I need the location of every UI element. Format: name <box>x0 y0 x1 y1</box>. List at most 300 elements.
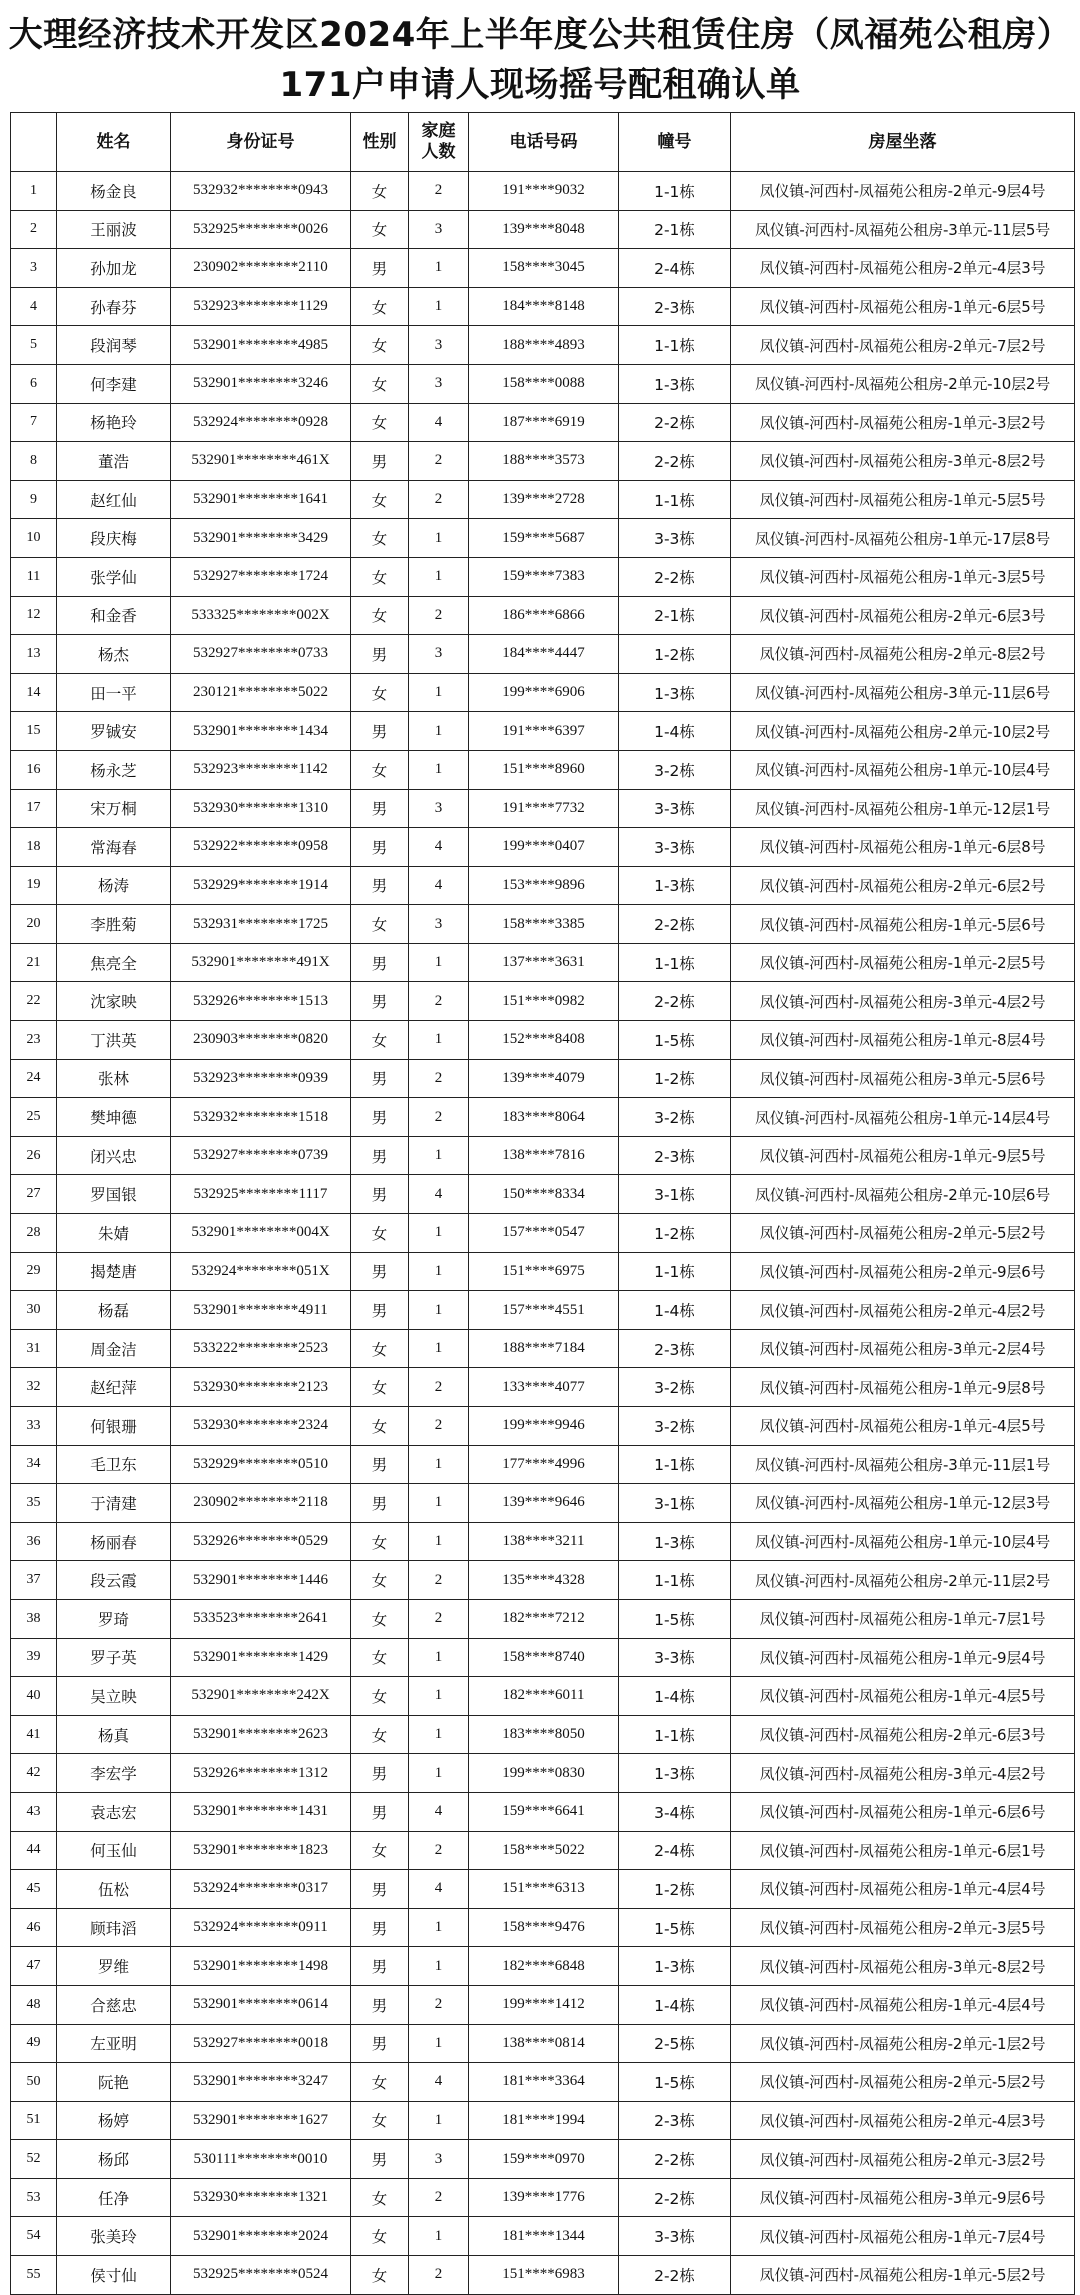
cell-index: 16 <box>11 750 57 789</box>
cell-gender: 女 <box>351 2178 409 2217</box>
cell-name: 吴立映 <box>57 1677 171 1716</box>
table-row <box>11 1291 1075 1330</box>
cell-gender: 男 <box>351 943 409 982</box>
header-phone: 电话号码 <box>469 113 619 172</box>
cell-location: 凤仪镇-河西村-凤福苑公租房-2单元-3层2号 <box>731 2140 1075 2179</box>
cell-household-size: 1 <box>409 249 469 288</box>
cell-gender: 女 <box>351 403 409 442</box>
cell-location: 凤仪镇-河西村-凤福苑公租房-2单元-6层2号 <box>731 866 1075 905</box>
cell-gender: 女 <box>351 1677 409 1716</box>
cell-index: 36 <box>11 1522 57 1561</box>
cell-household-size: 2 <box>409 2256 469 2295</box>
cell-building: 1-3栋 <box>619 364 731 403</box>
cell-phone: 181****1344 <box>469 2217 619 2256</box>
cell-name: 周金洁 <box>57 1329 171 1368</box>
cell-id-number: 532901********1446 <box>171 1561 351 1600</box>
cell-location: 凤仪镇-河西村-凤福苑公租房-1单元-6层1号 <box>731 1831 1075 1870</box>
table-row <box>11 1484 1075 1523</box>
cell-name: 罗子英 <box>57 1638 171 1677</box>
header-gender: 性别 <box>351 113 409 172</box>
cell-index: 55 <box>11 2256 57 2295</box>
cell-id-number: 530111********0010 <box>171 2140 351 2179</box>
table-row <box>11 557 1075 596</box>
cell-building: 2-5栋 <box>619 2024 731 2063</box>
cell-building: 2-1栋 <box>619 596 731 635</box>
cell-id-number: 532925********0026 <box>171 210 351 249</box>
cell-building: 2-4栋 <box>619 1831 731 1870</box>
cell-index: 43 <box>11 1792 57 1831</box>
cell-name: 常海春 <box>57 828 171 867</box>
cell-index: 38 <box>11 1599 57 1638</box>
cell-household-size: 1 <box>409 1754 469 1793</box>
cell-name: 李宏学 <box>57 1754 171 1793</box>
cell-index: 17 <box>11 789 57 828</box>
cell-index: 18 <box>11 828 57 867</box>
cell-index: 28 <box>11 1214 57 1253</box>
cell-gender: 男 <box>351 1484 409 1523</box>
cell-building: 1-4栋 <box>619 1985 731 2024</box>
cell-phone: 157****0547 <box>469 1214 619 1253</box>
cell-name: 罗铖安 <box>57 712 171 751</box>
cell-location: 凤仪镇-河西村-凤福苑公租房-2单元-5层2号 <box>731 2063 1075 2102</box>
cell-location: 凤仪镇-河西村-凤福苑公租房-2单元-4层3号 <box>731 2101 1075 2140</box>
cell-index: 48 <box>11 1985 57 2024</box>
cell-id-number: 532901********2623 <box>171 1715 351 1754</box>
cell-location: 凤仪镇-河西村-凤福苑公租房-1单元-5层6号 <box>731 905 1075 944</box>
cell-id-number: 532901********1498 <box>171 1947 351 1986</box>
table-row <box>11 480 1075 519</box>
cell-location: 凤仪镇-河西村-凤福苑公租房-3单元-5层6号 <box>731 1059 1075 1098</box>
cell-name: 孙加龙 <box>57 249 171 288</box>
header-index <box>11 113 57 172</box>
cell-household-size: 2 <box>409 596 469 635</box>
cell-household-size: 2 <box>409 982 469 1021</box>
cell-id-number: 532923********0939 <box>171 1059 351 1098</box>
cell-household-size: 1 <box>409 557 469 596</box>
cell-building: 1-5栋 <box>619 1908 731 1947</box>
cell-name: 杨涛 <box>57 866 171 905</box>
cell-name: 杨真 <box>57 1715 171 1754</box>
cell-building: 2-2栋 <box>619 982 731 1021</box>
cell-location: 凤仪镇-河西村-凤福苑公租房-1单元-12层1号 <box>731 789 1075 828</box>
cell-location: 凤仪镇-河西村-凤福苑公租房-1单元-6层8号 <box>731 828 1075 867</box>
cell-building: 3-2栋 <box>619 1368 731 1407</box>
cell-phone: 151****0982 <box>469 982 619 1021</box>
cell-index: 6 <box>11 364 57 403</box>
table-body <box>11 172 1075 2295</box>
cell-phone: 139****4079 <box>469 1059 619 1098</box>
cell-location: 凤仪镇-河西村-凤福苑公租房-2单元-4层3号 <box>731 249 1075 288</box>
cell-phone: 159****5687 <box>469 519 619 558</box>
cell-phone: 153****9896 <box>469 866 619 905</box>
cell-gender: 男 <box>351 1870 409 1909</box>
table-row <box>11 403 1075 442</box>
cell-phone: 138****0814 <box>469 2024 619 2063</box>
cell-phone: 199****1412 <box>469 1985 619 2024</box>
cell-name: 朱婧 <box>57 1214 171 1253</box>
cell-building: 1-3栋 <box>619 673 731 712</box>
cell-building: 1-5栋 <box>619 1599 731 1638</box>
cell-phone: 199****9946 <box>469 1407 619 1446</box>
cell-phone: 158****3045 <box>469 249 619 288</box>
table-row <box>11 2217 1075 2256</box>
title-block <box>0 8 1080 112</box>
cell-location: 凤仪镇-河西村-凤福苑公租房-1单元-9层4号 <box>731 1638 1075 1677</box>
cell-phone: 158****8740 <box>469 1638 619 1677</box>
cell-location: 凤仪镇-河西村-凤福苑公租房-3单元-2层4号 <box>731 1329 1075 1368</box>
cell-gender: 男 <box>351 712 409 751</box>
table-row <box>11 1985 1075 2024</box>
cell-gender: 男 <box>351 1947 409 1986</box>
cell-gender: 女 <box>351 1599 409 1638</box>
cell-id-number: 532931********1725 <box>171 905 351 944</box>
cell-gender: 女 <box>351 1831 409 1870</box>
cell-name: 杨邱 <box>57 2140 171 2179</box>
cell-gender: 女 <box>351 2256 409 2295</box>
table-row <box>11 2178 1075 2217</box>
cell-gender: 女 <box>351 1715 409 1754</box>
table-row <box>11 210 1075 249</box>
cell-phone: 159****0970 <box>469 2140 619 2179</box>
cell-household-size: 1 <box>409 1252 469 1291</box>
cell-building: 2-3栋 <box>619 1136 731 1175</box>
cell-phone: 188****7184 <box>469 1329 619 1368</box>
cell-id-number: 532930********2123 <box>171 1368 351 1407</box>
cell-index: 26 <box>11 1136 57 1175</box>
cell-gender: 女 <box>351 596 409 635</box>
cell-gender: 女 <box>351 1522 409 1561</box>
cell-building: 1-4栋 <box>619 712 731 751</box>
cell-index: 47 <box>11 1947 57 1986</box>
cell-building: 3-1栋 <box>619 1484 731 1523</box>
cell-household-size: 2 <box>409 1098 469 1137</box>
cell-gender: 男 <box>351 249 409 288</box>
cell-building: 1-5栋 <box>619 2063 731 2102</box>
cell-id-number: 532925********0524 <box>171 2256 351 2295</box>
table-row <box>11 1136 1075 1175</box>
cell-household-size: 2 <box>409 1561 469 1600</box>
cell-household-size: 4 <box>409 1175 469 1214</box>
cell-name: 田一平 <box>57 673 171 712</box>
cell-name: 段庆梅 <box>57 519 171 558</box>
cell-location: 凤仪镇-河西村-凤福苑公租房-1单元-10层4号 <box>731 1522 1075 1561</box>
cell-id-number: 532932********0943 <box>171 172 351 211</box>
cell-household-size: 2 <box>409 1368 469 1407</box>
cell-phone: 139****1776 <box>469 2178 619 2217</box>
table-row <box>11 635 1075 674</box>
cell-phone: 181****3364 <box>469 2063 619 2102</box>
cell-building: 3-1栋 <box>619 1175 731 1214</box>
cell-index: 13 <box>11 635 57 674</box>
table-row <box>11 789 1075 828</box>
cell-building: 2-2栋 <box>619 442 731 481</box>
cell-gender: 男 <box>351 1754 409 1793</box>
cell-gender: 男 <box>351 1792 409 1831</box>
cell-name: 董浩 <box>57 442 171 481</box>
cell-index: 9 <box>11 480 57 519</box>
table-row <box>11 1599 1075 1638</box>
cell-index: 49 <box>11 2024 57 2063</box>
cell-phone: 158****9476 <box>469 1908 619 1947</box>
cell-phone: 133****4077 <box>469 1368 619 1407</box>
cell-building: 3-3栋 <box>619 1638 731 1677</box>
cell-name: 于清建 <box>57 1484 171 1523</box>
cell-location: 凤仪镇-河西村-凤福苑公租房-2单元-6层3号 <box>731 596 1075 635</box>
cell-name: 张美玲 <box>57 2217 171 2256</box>
cell-building: 1-1栋 <box>619 1445 731 1484</box>
cell-building: 1-4栋 <box>619 1291 731 1330</box>
cell-gender: 女 <box>351 1329 409 1368</box>
table-row <box>11 1947 1075 1986</box>
header-name: 姓名 <box>57 113 171 172</box>
cell-building: 2-3栋 <box>619 2101 731 2140</box>
cell-index: 45 <box>11 1870 57 1909</box>
cell-building: 1-1栋 <box>619 943 731 982</box>
cell-index: 33 <box>11 1407 57 1446</box>
cell-phone: 177****4996 <box>469 1445 619 1484</box>
cell-location: 凤仪镇-河西村-凤福苑公租房-2单元-10层2号 <box>731 364 1075 403</box>
cell-id-number: 532926********1513 <box>171 982 351 1021</box>
cell-household-size: 2 <box>409 1059 469 1098</box>
cell-name: 赵纪萍 <box>57 1368 171 1407</box>
cell-id-number: 532927********0018 <box>171 2024 351 2063</box>
cell-household-size: 1 <box>409 1484 469 1523</box>
cell-name: 杨金良 <box>57 172 171 211</box>
cell-gender: 男 <box>351 1098 409 1137</box>
cell-location: 凤仪镇-河西村-凤福苑公租房-3单元-8层2号 <box>731 1947 1075 1986</box>
cell-household-size: 1 <box>409 1214 469 1253</box>
cell-building: 1-2栋 <box>619 1870 731 1909</box>
cell-building: 2-3栋 <box>619 1329 731 1368</box>
cell-household-size: 2 <box>409 2178 469 2217</box>
cell-building: 1-1栋 <box>619 326 731 365</box>
cell-household-size: 1 <box>409 2217 469 2256</box>
table-row <box>11 1677 1075 1716</box>
table-row <box>11 750 1075 789</box>
cell-building: 2-2栋 <box>619 557 731 596</box>
cell-index: 22 <box>11 982 57 1021</box>
cell-building: 1-2栋 <box>619 635 731 674</box>
cell-gender: 女 <box>351 2063 409 2102</box>
cell-location: 凤仪镇-河西村-凤福苑公租房-1单元-9层5号 <box>731 1136 1075 1175</box>
cell-id-number: 532901********1641 <box>171 480 351 519</box>
cell-phone: 138****3211 <box>469 1522 619 1561</box>
cell-building: 3-4栋 <box>619 1792 731 1831</box>
table-row <box>11 712 1075 751</box>
cell-phone: 150****8334 <box>469 1175 619 1214</box>
table-header-row <box>11 113 1075 172</box>
cell-gender: 男 <box>351 635 409 674</box>
cell-name: 沈家映 <box>57 982 171 1021</box>
cell-phone: 139****9646 <box>469 1484 619 1523</box>
cell-household-size: 3 <box>409 2140 469 2179</box>
cell-location: 凤仪镇-河西村-凤福苑公租房-1单元-6层5号 <box>731 287 1075 326</box>
cell-index: 19 <box>11 866 57 905</box>
cell-id-number: 532901********1431 <box>171 1792 351 1831</box>
table-row <box>11 1368 1075 1407</box>
table-row <box>11 1715 1075 1754</box>
cell-location: 凤仪镇-河西村-凤福苑公租房-1单元-12层3号 <box>731 1484 1075 1523</box>
cell-index: 34 <box>11 1445 57 1484</box>
cell-phone: 157****4551 <box>469 1291 619 1330</box>
cell-building: 2-2栋 <box>619 2140 731 2179</box>
cell-building: 2-2栋 <box>619 2256 731 2295</box>
cell-id-number: 532901********2024 <box>171 2217 351 2256</box>
table-row <box>11 519 1075 558</box>
cell-location: 凤仪镇-河西村-凤福苑公租房-1单元-3层2号 <box>731 403 1075 442</box>
cell-household-size: 3 <box>409 635 469 674</box>
cell-household-size: 1 <box>409 1638 469 1677</box>
cell-household-size: 3 <box>409 905 469 944</box>
table-row <box>11 1407 1075 1446</box>
cell-location: 凤仪镇-河西村-凤福苑公租房-2单元-9层4号 <box>731 172 1075 211</box>
cell-gender: 女 <box>351 172 409 211</box>
cell-gender: 男 <box>351 866 409 905</box>
cell-phone: 181****1994 <box>469 2101 619 2140</box>
cell-name: 孙春芬 <box>57 287 171 326</box>
cell-household-size: 1 <box>409 519 469 558</box>
table-row <box>11 673 1075 712</box>
cell-household-size: 1 <box>409 1329 469 1368</box>
cell-id-number: 532924********051X <box>171 1252 351 1291</box>
cell-id-number: 532901********3247 <box>171 2063 351 2102</box>
cell-index: 54 <box>11 2217 57 2256</box>
cell-gender: 男 <box>351 1445 409 1484</box>
cell-name: 罗国银 <box>57 1175 171 1214</box>
table-row <box>11 2024 1075 2063</box>
cell-location: 凤仪镇-河西村-凤福苑公租房-3单元-4层2号 <box>731 982 1075 1021</box>
cell-index: 21 <box>11 943 57 982</box>
cell-building: 2-2栋 <box>619 905 731 944</box>
cell-phone: 199****6906 <box>469 673 619 712</box>
table-row <box>11 442 1075 481</box>
cell-index: 24 <box>11 1059 57 1098</box>
cell-id-number: 532901********1823 <box>171 1831 351 1870</box>
cell-phone: 182****7212 <box>469 1599 619 1638</box>
cell-location: 凤仪镇-河西村-凤福苑公租房-2单元-9层6号 <box>731 1252 1075 1291</box>
cell-index: 29 <box>11 1252 57 1291</box>
cell-household-size: 1 <box>409 1677 469 1716</box>
cell-location: 凤仪镇-河西村-凤福苑公租房-1单元-4层5号 <box>731 1677 1075 1716</box>
cell-location: 凤仪镇-河西村-凤福苑公租房-1单元-7层4号 <box>731 2217 1075 2256</box>
cell-household-size: 2 <box>409 1985 469 2024</box>
cell-phone: 188****4893 <box>469 326 619 365</box>
cell-building: 1-3栋 <box>619 1522 731 1561</box>
cell-id-number: 532901********1434 <box>171 712 351 751</box>
cell-location: 凤仪镇-河西村-凤福苑公租房-2单元-10层6号 <box>731 1175 1075 1214</box>
cell-building: 1-2栋 <box>619 1214 731 1253</box>
cell-household-size: 1 <box>409 1021 469 1060</box>
cell-phone: 151****8960 <box>469 750 619 789</box>
cell-phone: 158****5022 <box>469 1831 619 1870</box>
table-row <box>11 982 1075 1021</box>
cell-index: 23 <box>11 1021 57 1060</box>
cell-household-size: 1 <box>409 1136 469 1175</box>
cell-phone: 158****3385 <box>469 905 619 944</box>
cell-name: 杨艳玲 <box>57 403 171 442</box>
cell-index: 27 <box>11 1175 57 1214</box>
cell-household-size: 4 <box>409 828 469 867</box>
cell-id-number: 230121********5022 <box>171 673 351 712</box>
cell-index: 7 <box>11 403 57 442</box>
cell-phone: 139****8048 <box>469 210 619 249</box>
cell-location: 凤仪镇-河西村-凤福苑公租房-3单元-8层2号 <box>731 442 1075 481</box>
cell-building: 1-3栋 <box>619 1947 731 1986</box>
table-row <box>11 596 1075 635</box>
cell-name: 何银珊 <box>57 1407 171 1446</box>
cell-phone: 184****4447 <box>469 635 619 674</box>
cell-id-number: 533523********2641 <box>171 1599 351 1638</box>
cell-index: 52 <box>11 2140 57 2179</box>
cell-index: 3 <box>11 249 57 288</box>
cell-phone: 158****0088 <box>469 364 619 403</box>
table-row <box>11 1561 1075 1600</box>
cell-location: 凤仪镇-河西村-凤福苑公租房-1单元-14层4号 <box>731 1098 1075 1137</box>
cell-household-size: 2 <box>409 1407 469 1446</box>
cell-name: 王丽波 <box>57 210 171 249</box>
cell-building: 2-2栋 <box>619 2178 731 2217</box>
cell-index: 4 <box>11 287 57 326</box>
cell-location: 凤仪镇-河西村-凤福苑公租房-1单元-17层8号 <box>731 519 1075 558</box>
cell-name: 顾玮滔 <box>57 1908 171 1947</box>
cell-phone: 135****4328 <box>469 1561 619 1600</box>
cell-gender: 男 <box>351 442 409 481</box>
cell-name: 段润琴 <box>57 326 171 365</box>
cell-phone: 183****8064 <box>469 1098 619 1137</box>
cell-location: 凤仪镇-河西村-凤福苑公租房-1单元-7层1号 <box>731 1599 1075 1638</box>
cell-building: 1-1栋 <box>619 1252 731 1291</box>
table-row <box>11 866 1075 905</box>
cell-id-number: 532901********461X <box>171 442 351 481</box>
allocation-table <box>10 112 1075 2295</box>
cell-name: 何李建 <box>57 364 171 403</box>
cell-gender: 女 <box>351 364 409 403</box>
cell-building: 1-1栋 <box>619 1561 731 1600</box>
cell-phone: 138****7816 <box>469 1136 619 1175</box>
cell-gender: 男 <box>351 1252 409 1291</box>
cell-gender: 男 <box>351 1136 409 1175</box>
cell-phone: 182****6848 <box>469 1947 619 1986</box>
cell-household-size: 2 <box>409 480 469 519</box>
cell-building: 2-3栋 <box>619 287 731 326</box>
cell-id-number: 532929********1914 <box>171 866 351 905</box>
cell-name: 杨杰 <box>57 635 171 674</box>
cell-household-size: 1 <box>409 2101 469 2140</box>
cell-location: 凤仪镇-河西村-凤福苑公租房-2单元-4层2号 <box>731 1291 1075 1330</box>
cell-building: 2-1栋 <box>619 210 731 249</box>
cell-id-number: 532901********4911 <box>171 1291 351 1330</box>
table-row <box>11 1329 1075 1368</box>
cell-location: 凤仪镇-河西村-凤福苑公租房-3单元-4层2号 <box>731 1754 1075 1793</box>
cell-index: 14 <box>11 673 57 712</box>
cell-index: 42 <box>11 1754 57 1793</box>
table-row <box>11 172 1075 211</box>
cell-household-size: 1 <box>409 712 469 751</box>
cell-id-number: 532924********0317 <box>171 1870 351 1909</box>
cell-phone: 139****2728 <box>469 480 619 519</box>
cell-household-size: 1 <box>409 2024 469 2063</box>
cell-name: 和金香 <box>57 596 171 635</box>
cell-gender: 男 <box>351 1175 409 1214</box>
header-id-number: 身份证号 <box>171 113 351 172</box>
table-row <box>11 1522 1075 1561</box>
cell-name: 阮艳 <box>57 2063 171 2102</box>
cell-phone: 199****0407 <box>469 828 619 867</box>
cell-household-size: 1 <box>409 1445 469 1484</box>
table-row <box>11 1831 1075 1870</box>
cell-household-size: 2 <box>409 1831 469 1870</box>
table-row <box>11 1870 1075 1909</box>
